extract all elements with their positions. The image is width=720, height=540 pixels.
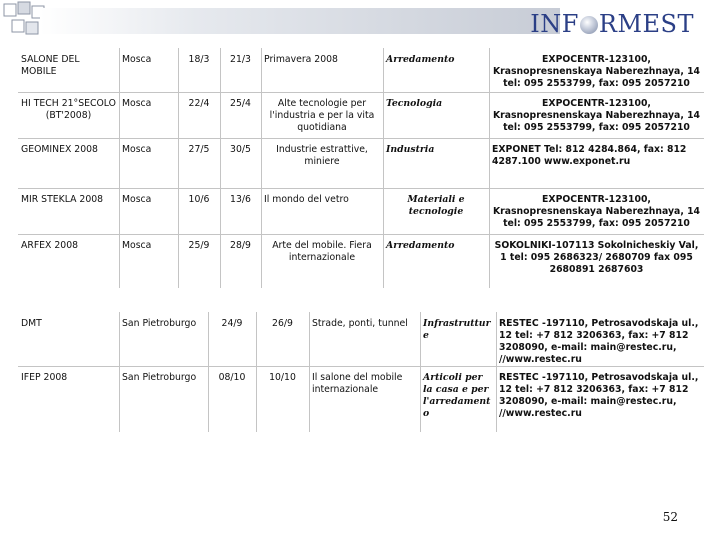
fair-organizer: SOKOLNIKI-107113 Sokolnicheskiy Val, 1 tel: 095 2686323/ 2680709 fax 095 2680891 2687603 [494,240,699,275]
fair-city: Mosca [122,98,152,109]
fair-name: MIR STEKLA 2008 [21,194,104,205]
fair-name: GEOMINEX 2008 [21,144,98,155]
fair-organizer: EXPOCENTR-123100, Krasnopresnenskaya Naberezhnaya, 14 tel: 095 2553799, fax: 095 2057210 [492,98,701,133]
fair-start-date: 24/9 [221,318,243,329]
fair-name: ARFEX 2008 [21,240,79,251]
fair-sector: Materiali e tecnologie [407,194,465,217]
fair-start-date: 10/6 [188,194,210,205]
fair-end-date: 13/6 [230,194,251,205]
fair-end-date: 21/3 [230,54,251,65]
page-number: 52 [662,510,678,524]
fair-organizer: EXPOCENTR-123100, Krasnopresnenskaya Naberezhnaya, 14 tel: 095 2553799, fax: 095 2057210 [492,194,701,229]
fair-end-date: 26/9 [272,318,293,329]
table-row [18,50,704,94]
informest-logo [530,10,694,38]
table-row [18,314,704,368]
table-row [18,190,704,236]
fair-description: Il mondo del vetro [264,194,349,205]
fair-description: Arte del mobile. Fiera internazionale [272,240,372,263]
fair-description: Primavera 2008 [264,54,338,65]
fair-end-date: 25/4 [230,98,251,109]
fair-start-date: 27/5 [188,144,210,155]
fair-organizer: RESTEC -197110, Petrosavodskaja ul., 12 tel: +7 812 3206363, fax: +7 812 3208090, e-mail: main@restec.ru, //www.restec.ru [499,372,699,419]
fair-city: Mosca [122,194,152,205]
fair-sector: Arredamento [386,240,455,251]
logo-text-start: INF [530,10,579,38]
fair-sector: Arredamento [386,54,455,65]
table-row [18,94,704,140]
fair-description: Industrie estrattive, miniere [276,144,368,167]
fair-city: Mosca [122,54,152,65]
logo-text-end: RMEST [598,10,694,38]
fair-description: Il salone del mobile internazionale [312,372,403,395]
header-gradient-bar [40,8,560,34]
table-row [18,140,704,190]
fairs-table-moscow [18,50,704,290]
fair-start-date: 18/3 [188,54,210,65]
fair-organizer: EXPOCENTR-123100, Krasnopresnenskaya Naberezhnaya, 14 tel: 095 2553799, fax: 095 2057210 [492,54,701,89]
fair-end-date: 28/9 [230,240,251,251]
fair-description: Strade, ponti, tunnel [312,318,408,329]
table-row [18,236,704,290]
fair-start-date: 25/9 [188,240,210,251]
table-row [18,368,704,434]
fair-name: SALONE DEL MOBILE [21,54,80,77]
fair-city: San Pietroburgo [122,318,197,329]
fair-organizer: EXPONET Tel: 812 4284.864, fax: 812 4287.100 www.exponet.ru [492,144,687,167]
fair-city: Mosca [122,240,152,251]
fair-city: Mosca [122,144,152,155]
fair-sector: Tecnologia [386,98,443,109]
fairs-table-st-petersburg [18,314,704,434]
fair-name: IFEP 2008 [21,372,68,383]
fair-name: DMT [21,318,42,329]
fair-end-date: 10/10 [269,372,296,383]
fair-start-date: 08/10 [218,372,246,383]
fair-sector: Industria [386,144,435,155]
fair-end-date: 30/5 [230,144,251,155]
logo-globe-icon [580,16,598,34]
fair-sector: Infrastruttur e [423,318,491,341]
fair-description: Alte tecnologie per l'industria e per la vita quotidiana [269,98,375,133]
fair-sector: Articoli per la casa e per l'arredament o [423,372,491,419]
fair-city: San Pietroburgo [122,372,197,383]
fair-name: HI TECH 21°SECOLO (BT'2008) [21,98,116,121]
fair-start-date: 22/4 [188,98,210,109]
fair-organizer: RESTEC -197110, Petrosavodskaja ul., 12 tel: +7 812 3206363, fax: +7 812 3208090, e-mail: main@restec.ru, //www.restec.ru [499,318,699,365]
